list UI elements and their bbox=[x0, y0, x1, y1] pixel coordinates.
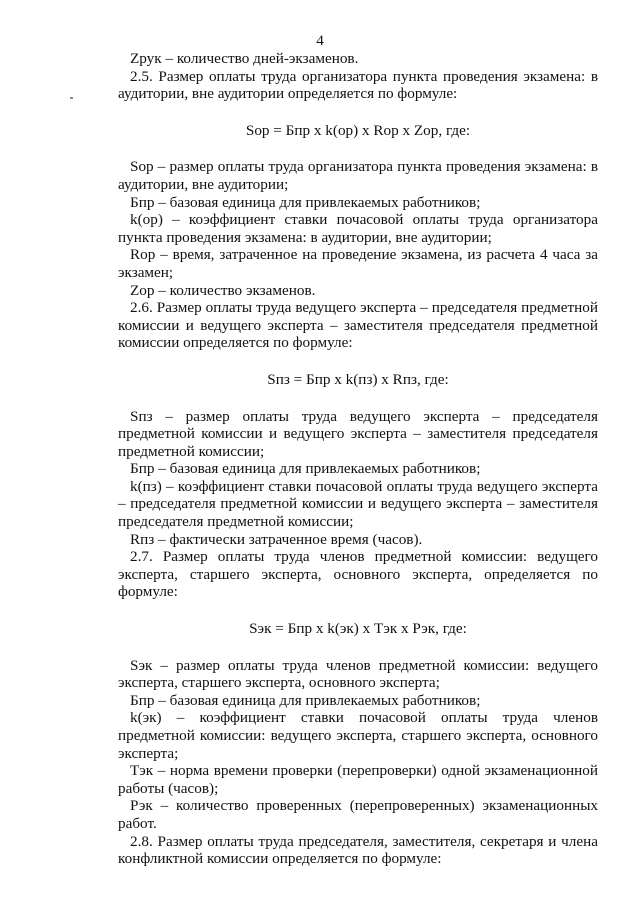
definition-sek: Sэк – размер оплаты труда членов предметной комиссии: ведущего эксперта, старшего эксперта, основного эксперта; bbox=[118, 656, 598, 692]
paragraph-2-8: 2.8. Размер оплаты труда председателя, заместителя, секретаря и члена конфликтной комиссии определяется по формуле: bbox=[118, 832, 598, 868]
definition-k-ek: k(эк) – коэффициент ставки почасовой оплаты труда членов предметной комиссии: ведущего эксперта, старшего эксперта, основного эксперта; bbox=[118, 709, 598, 762]
definition-k-pz: k(пз) – коэффициент ставки почасовой оплаты труда ведущего эксперта – председателя предметной комиссии и ведущего эксперта – заместителя председателя предметной комиссии; bbox=[118, 477, 598, 531]
document-body bbox=[118, 50, 598, 868]
page-number: 4 bbox=[316, 32, 324, 49]
formula-spz: Sпз = Бпр х k(пз) х Rпз, где: bbox=[267, 370, 449, 388]
definition-rek: Рэк – количество проверенных (перепроверенных) экзаменационных работ. bbox=[118, 797, 598, 832]
definition-bpr: Бпр – базовая единица для привлекаемых работников; bbox=[130, 193, 481, 211]
paragraph-zruk-definition: Zрук – количество дней-экзаменов. bbox=[130, 50, 359, 67]
definition-bpr: Бпр – базовая единица для привлекаемых работников; bbox=[130, 691, 481, 709]
definition-bpr: Бпр – базовая единица для привлекаемых работников; bbox=[130, 460, 481, 478]
definition-sor: Sор – размер оплаты труда организатора пункта проведения экзамена: в аудитории, вне аудитории; bbox=[118, 158, 598, 193]
scan-artifact bbox=[70, 97, 73, 99]
definition-zor: Zор – количество экзаменов. bbox=[130, 281, 316, 299]
definition-spz: Sпз – размер оплаты труда ведущего эксперта – председателя предметной комиссии и ведущего эксперта – заместителя председателя предметной комиссии; bbox=[118, 407, 598, 460]
formula-sek: Sэк = Бпр х k(эк) х Тэк х Рэк, где: bbox=[249, 620, 467, 638]
formula-sor: Sор = Бпр х k(ор) х Rор х Zор, где: bbox=[245, 121, 471, 139]
paragraph-2-7: 2.7. Размер оплаты труда членов предметной комиссии: ведущего эксперта, старшего эксперта, основного эксперта, определяется по формуле: bbox=[118, 548, 598, 601]
definition-k-or: k(ор) – коэффициент ставки почасовой оплаты труда организатора пункта проведения экзамена: в аудитории, вне аудитории; bbox=[118, 211, 598, 246]
definition-tek: Тэк – норма времени проверки (перепроверки) одной экзаменационной работы (часов); bbox=[118, 762, 598, 797]
definition-ror: Rор – время, затраченное на проведение экзамена, из расчета 4 часа за экзамен; bbox=[118, 246, 598, 281]
paragraph-2-6: 2.6. Размер оплаты труда ведущего эксперта – председателя предметной комиссии и ведущего эксперта – заместителя председателя предметной комиссии определяется по формуле: bbox=[118, 299, 598, 352]
definition-rpz: Rпз – фактически затраченное время (часов). bbox=[130, 530, 423, 548]
paragraph-2-5: 2.5. Размер оплаты труда организатора пункта проведения экзамена: в аудитории, вне аудитории определяется по формуле: bbox=[118, 67, 598, 103]
